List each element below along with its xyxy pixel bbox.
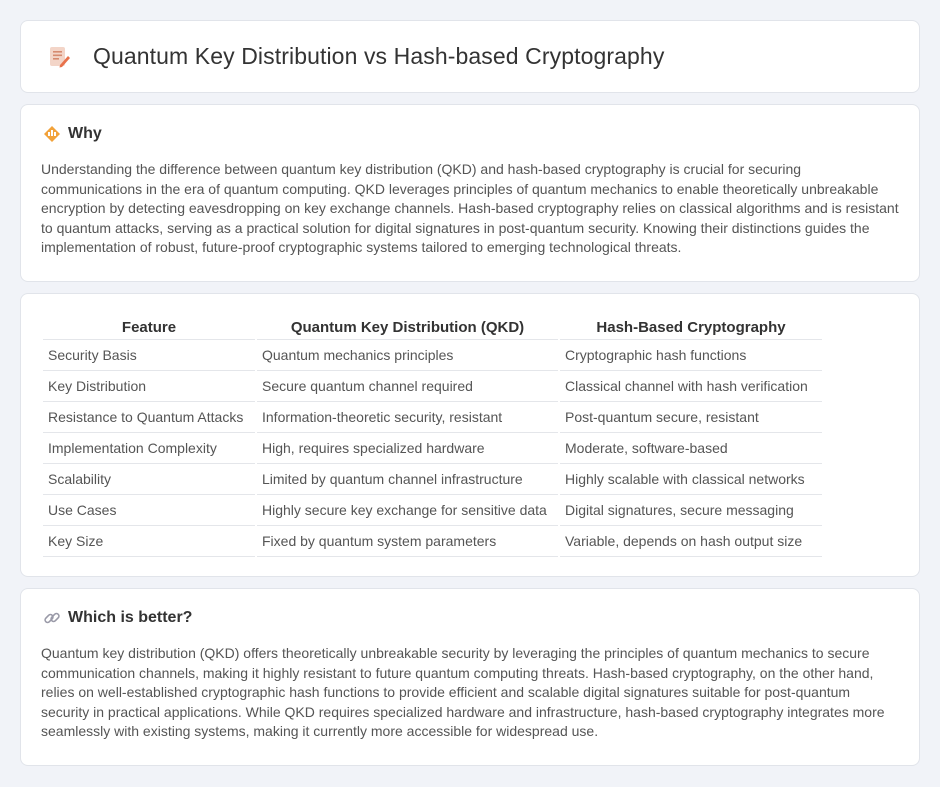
table-cell: Moderate, software-based: [560, 433, 822, 464]
table-cell: Information-theoretic security, resistant: [257, 402, 558, 433]
better-text: Quantum key distribution (QKD) offers theoretically unbreakable security by leveraging the principles of quantum mechanics to secure communication channels, making it highly resistant to future quantum computing threats. Hash-based cryptography, on the other hand, relies on well-established cryptographic hash functions to provide efficient and scalable digital signatures suitable for post-quantum security in practical applications. While QKD requires specialized hardware and infrastructure, hash-based cryptography integrates more seamlessly with existing systems, making it currently more accessible for widespread use.: [41, 645, 885, 739]
table-cell: Highly secure key exchange for sensitive data: [257, 495, 558, 526]
column-header-hash: Hash-Based Cryptography: [560, 316, 822, 340]
better-heading-row: [41, 609, 899, 627]
table-cell: Security Basis: [43, 340, 255, 371]
table-cell: Implementation Complexity: [43, 433, 255, 464]
which-is-better-section: [20, 588, 920, 766]
table-cell: Post-quantum secure, resistant: [560, 402, 822, 433]
why-heading: Why: [68, 125, 102, 142]
table-cell: Key Size: [43, 526, 255, 557]
column-header-feature: Feature: [43, 316, 255, 340]
table-row: [43, 464, 822, 495]
table-row: [43, 495, 822, 526]
table-row: [43, 433, 822, 464]
page-title: Quantum Key Distribution vs Hash-based Cryptography: [93, 43, 665, 69]
table-row: [43, 402, 822, 433]
better-heading: Which is better?: [68, 609, 193, 626]
table-cell: Digital signatures, secure messaging: [560, 495, 822, 526]
table-header-row: [43, 316, 822, 340]
table-cell: Secure quantum channel required: [257, 371, 558, 402]
comparison-table-card: [20, 293, 920, 577]
table-cell: Fixed by quantum system parameters: [257, 526, 558, 557]
why-heading-row: [41, 125, 899, 143]
table-cell: Variable, depends on hash output size: [560, 526, 822, 557]
table-cell: Classical channel with hash verification: [560, 371, 822, 402]
link-icon: [43, 609, 61, 627]
table-row: [43, 526, 822, 557]
table-cell: Cryptographic hash functions: [560, 340, 822, 371]
comparison-table: [41, 316, 824, 557]
table-cell: Resistance to Quantum Attacks: [43, 402, 255, 433]
table-cell: Quantum mechanics principles: [257, 340, 558, 371]
table-cell: Key Distribution: [43, 371, 255, 402]
table-row: [43, 371, 822, 402]
table-cell: Limited by quantum channel infrastructure: [257, 464, 558, 495]
why-text: Understanding the difference between quantum key distribution (QKD) and hash-based cryptography is crucial for securing communications in the era of quantum computing. QKD leverages principles of quantum mechanics to enable theoretically unbreakable encryption by detecting eavesdropping on key exchange channels. Hash-based cryptography relies on classical algorithms and is resistant to quantum attacks, serving as a practical solution for digital signatures in post-quantum security. Knowing their distinctions guides the implementation of robust, future-proof cryptographic systems tailored to emerging technological threats.: [41, 161, 899, 255]
column-header-qkd: Quantum Key Distribution (QKD): [257, 316, 558, 340]
header-card: [20, 20, 920, 93]
table-cell: Use Cases: [43, 495, 255, 526]
diamond-warning-icon: [43, 125, 61, 143]
table-cell: Highly scalable with classical networks: [560, 464, 822, 495]
why-section: [20, 104, 920, 282]
table-cell: Scalability: [43, 464, 255, 495]
table-row: [43, 340, 822, 371]
table-cell: High, requires specialized hardware: [257, 433, 558, 464]
document-pencil-icon: [47, 45, 71, 69]
